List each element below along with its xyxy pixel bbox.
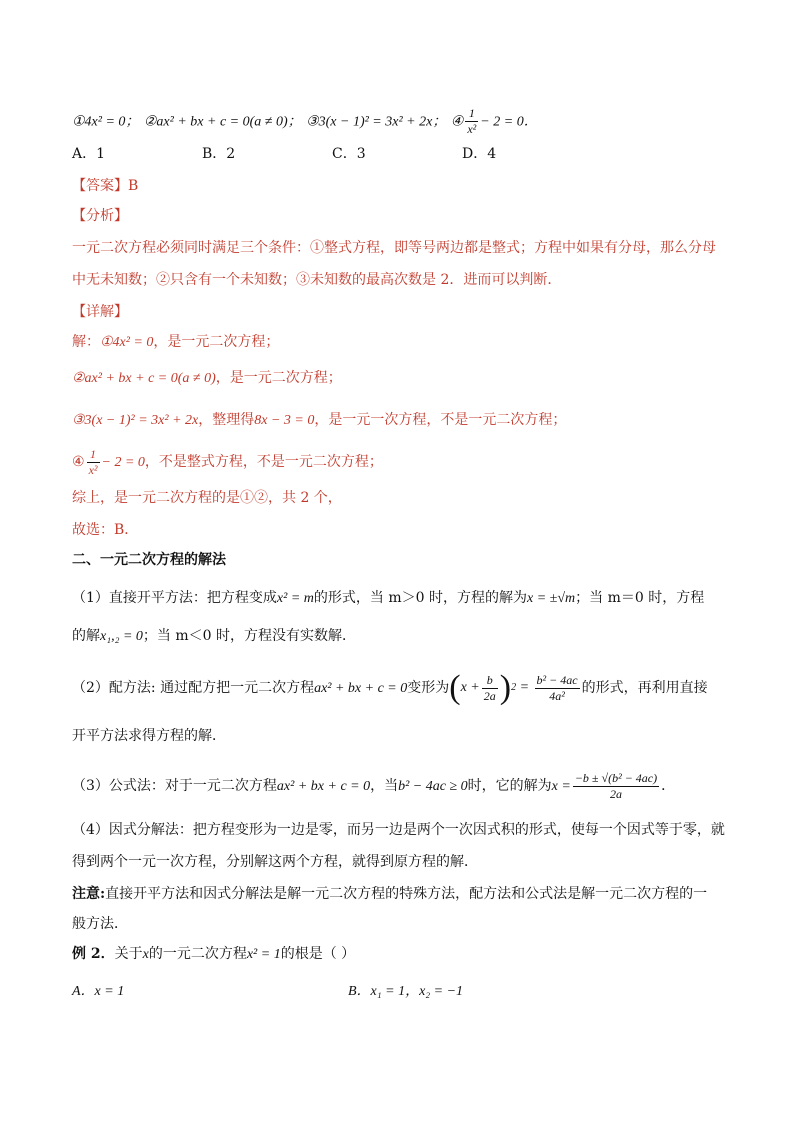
example-2-text-b: 的一元二次方程 bbox=[148, 946, 247, 962]
fraction-numerator: −b ± √(b² − 4ac) bbox=[574, 770, 658, 785]
fraction-denominator: 4a² bbox=[549, 688, 565, 703]
options-row-2 bbox=[72, 982, 724, 1002]
example-2-option-a: A．x = 1 bbox=[72, 984, 125, 999]
detail-verdict-3: ，是一元一次方程，不是一元二次方程； bbox=[314, 412, 567, 428]
detail-mid-3: ，整理得 bbox=[198, 412, 255, 428]
method-3-line: （3）公式法：对于一元二次方程ax² + bx + c = 0，当b² − 4ac ≥ 0时，它的解为x = $\frac{\text{−b ± √(b² − 4ac)}}{2a}$ ． bbox=[72, 770, 676, 801]
method-3-text-b: ，当 bbox=[370, 778, 399, 794]
method-2-line-1 bbox=[72, 668, 724, 709]
fraction-denominator: 2a bbox=[609, 786, 622, 801]
method-3-condition: b² − 4ac ≥ 0 bbox=[398, 779, 468, 794]
quadratic-formula bbox=[573, 771, 659, 802]
fraction-denominator: 2a bbox=[483, 688, 496, 703]
detail-line-3 bbox=[72, 410, 724, 431]
method-1-solution-2: x₁,₂ = 0 bbox=[100, 629, 143, 644]
method-2-text-c: 的形式，再利用直接 bbox=[581, 680, 708, 697]
example-2-equation: x² = 1 bbox=[246, 947, 281, 962]
fraction-numerator: 1 bbox=[87, 447, 100, 463]
method-3-text-c: 时，它的解为 bbox=[467, 778, 552, 794]
method-4-line-1: （4）因式分解法：把方程变形为一边是零，而另一边是两个一次因式积的形式，使每一个因式等于零，就 bbox=[72, 822, 725, 838]
detail-equation-3b: 8x − 3 = 0 bbox=[254, 413, 315, 428]
example-2-label: 例 2． bbox=[72, 946, 115, 962]
equation-1: ①4x² = 0； bbox=[72, 114, 140, 130]
analysis-line-1: 一元二次方程必须同时满足三个条件：①整式方程，即等号两边都是整式；方程中如果有分母，那么分母 bbox=[72, 240, 716, 256]
section-title: 二、一元二次方程的解法 bbox=[72, 552, 226, 568]
detail-equation-4: − 2 = 0 bbox=[101, 455, 145, 470]
method-2-text-b: 变形为 bbox=[407, 680, 450, 697]
analysis-line-2: 中无未知数；②只含有一个未知数；③未知数的最高次数是 2．进而可以判断． bbox=[72, 272, 562, 288]
method-3-text-d: ． bbox=[661, 778, 676, 794]
detail-verdict-1: ，是一元二次方程； bbox=[153, 334, 280, 350]
method-1-text-d: 的解 bbox=[72, 628, 100, 644]
detail-label: 【详解】 bbox=[72, 304, 128, 320]
example-2-text-c: 的根是（ ） bbox=[280, 946, 356, 962]
detail-prefix-4: ④ bbox=[72, 454, 85, 470]
detail-choose: 故选：B． bbox=[72, 522, 139, 538]
method-3-equation: ax² + bx + c = 0 bbox=[276, 779, 371, 794]
method-1-text-e: ；当 m＜0 时，方程没有实数解． bbox=[142, 628, 356, 644]
equation-4-fraction bbox=[465, 106, 478, 137]
question-equations bbox=[72, 106, 724, 137]
fraction-numerator: b bbox=[482, 673, 498, 689]
example-2-option-b: B．x₁ = 1，x₂ = −1 bbox=[348, 984, 464, 999]
detail-verdict-4: ，不是整式方程，不是一元二次方程； bbox=[144, 454, 383, 470]
method-1-line-1 bbox=[72, 588, 724, 609]
answer-label: 【答案】B bbox=[72, 178, 139, 194]
method-1-text-c: ；当 m＝0 时，方程 bbox=[575, 590, 705, 606]
method-2-equation: ax² + bx + c = 0 bbox=[314, 681, 408, 697]
method-3-text-a: （3）公式法：对于一元二次方程 bbox=[72, 778, 277, 794]
equation-3: ③3(x − 1)² = 3x² + 2x； bbox=[306, 114, 447, 130]
example-2-text-a: 关于 bbox=[114, 946, 143, 962]
method-1-solution: x = ±√m bbox=[526, 591, 576, 606]
method-1-text-b: 的形式，当 m＞0 时，方程的解为 bbox=[313, 590, 527, 606]
equation-4-suffix: − 2 = 0． bbox=[480, 114, 538, 130]
analysis-label: 【分析】 bbox=[72, 208, 128, 224]
fraction-numerator: b² − 4ac bbox=[536, 672, 578, 687]
method-1-equation: x² = m bbox=[276, 591, 314, 606]
note-text-a: 直接开平方法和因式分解法是解一元二次方程的特殊方法，配方法和公式法是解一元二次方程的一 bbox=[105, 886, 708, 902]
method-1-text-a: （1）直接开平方法：把方程变成 bbox=[72, 590, 277, 606]
fraction-numerator: 1 bbox=[465, 106, 478, 122]
example-2-question bbox=[72, 944, 724, 965]
detail-equation-3: ③3(x − 1)² = 3x² + 2x bbox=[72, 413, 199, 428]
equation-2: ②ax² + bx + c = 0(a ≠ 0)； bbox=[143, 114, 302, 130]
method-2-text-a: （2）配方法: 通过配方把一元二次方程 bbox=[72, 680, 315, 697]
detail-fraction-4 bbox=[87, 447, 100, 478]
equation-4-prefix: ④ bbox=[450, 114, 464, 130]
detail-solution-prefix: 解： bbox=[72, 334, 100, 350]
detail-line-4 bbox=[72, 446, 724, 479]
detail-verdict-2: ，是一元二次方程； bbox=[215, 370, 342, 386]
example-2-variable: x bbox=[142, 947, 149, 962]
detail-summary: 综上，是一元二次方程的是①②，共 2 个， bbox=[72, 490, 342, 506]
method-4-line-2: 得到两个一元一次方程，分别解这两个方程，就得到原方程的解． bbox=[72, 854, 478, 870]
option-a: A．1 bbox=[72, 146, 106, 162]
note-line-1 bbox=[72, 884, 724, 904]
method-2-completed-square: (x + $\frac{b}{2a}$ )$^2$ = $\frac{\text{b² − 4ac}}{\text{4a²}}$ bbox=[449, 669, 578, 706]
option-b: B．2 bbox=[202, 146, 236, 162]
detail-equation-2: ②ax² + bx + c = 0(a ≠ 0) bbox=[72, 371, 216, 386]
note-label: 注意: bbox=[72, 886, 106, 902]
detail-equation-1: ①4x² = 0 bbox=[100, 335, 154, 350]
options-row-1 bbox=[72, 144, 592, 164]
option-d: D．4 bbox=[462, 146, 497, 162]
detail-line-1 bbox=[72, 332, 724, 353]
fraction-denominator: x² bbox=[467, 122, 477, 136]
method-2-line-2: 开平方法求得方程的解． bbox=[72, 728, 226, 744]
fraction-denominator: x² bbox=[88, 462, 98, 477]
note-line-2: 般方法． bbox=[72, 916, 128, 932]
method-1-line-2 bbox=[72, 626, 724, 647]
detail-line-2 bbox=[72, 368, 724, 389]
option-c: C．3 bbox=[332, 146, 366, 162]
